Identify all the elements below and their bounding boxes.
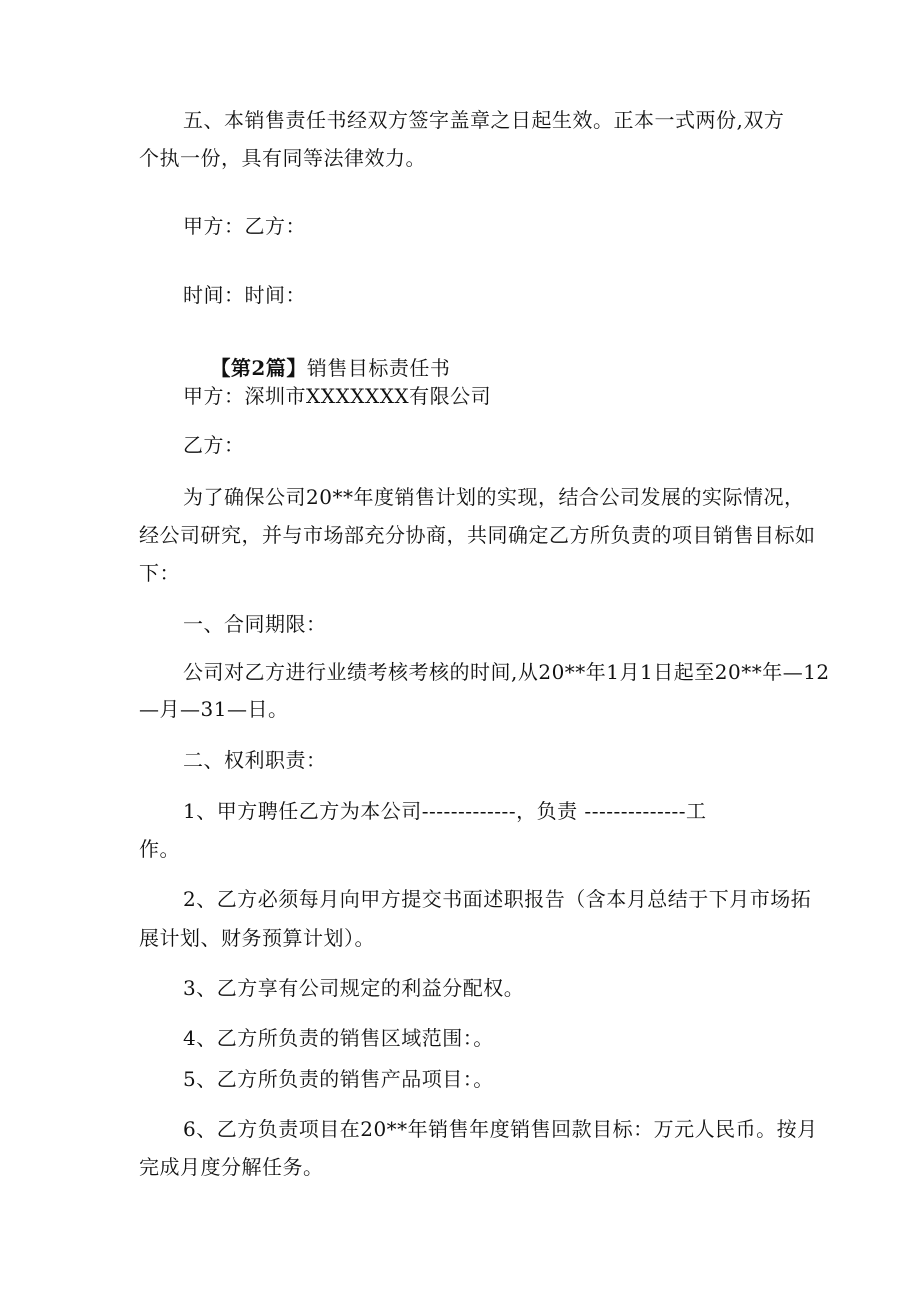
- item5-line: 5、乙方所负责的销售产品项目：。: [183, 1067, 494, 1091]
- sign-parties-line: 甲方：乙方：: [183, 214, 306, 238]
- item6-line2: 完成月度分解任务。: [139, 1155, 324, 1179]
- item2-line1: 2、乙方必须每月向甲方提交书面述职报告（含本月总结于下月市场拓: [183, 887, 812, 911]
- item6-line1: 6、乙方负责项目在20**年销售年度销售回款目标：万元人民币。按月: [183, 1117, 818, 1141]
- term-line1: 公司对乙方进行业绩考核考核的时间,从20**年1月1日起至20**年—12: [183, 660, 830, 684]
- term-line2: —月—31—日。: [139, 697, 289, 721]
- party-b-line: 乙方：: [183, 433, 245, 457]
- intro-line3: 下：: [139, 561, 180, 585]
- item2-line2: 展计划、财务预算计划）。: [139, 926, 375, 950]
- item1-line1: 1、甲方聘任乙方为本公司-------------，负责 --------------工: [183, 799, 707, 823]
- item3-line: 3、乙方享有公司规定的利益分配权。: [183, 976, 525, 1000]
- party-a-line: 甲方：深圳市XXXXXXX有限公司: [183, 384, 492, 408]
- intro-line1: 为了确保公司20**年度销售计划的实现，结合公司发展的实际情况，: [183, 485, 805, 509]
- intro-line2: 经公司研究，并与市场部充分协商，共同确定乙方所负责的项目销售目标如: [139, 523, 816, 547]
- item4-line: 4、乙方所负责的销售区域范围：。: [183, 1026, 494, 1050]
- section5-line1: 五、本销售责任书经双方签字盖章之日起生效。正本一式两份,双方: [183, 108, 785, 132]
- heading-contract-term: 一、合同期限：: [183, 612, 327, 636]
- item1-line2: 作。: [139, 837, 180, 861]
- part2-title: 销售目标责任书: [306, 356, 451, 380]
- heading-rights-duties: 二、权利职责：: [183, 748, 327, 772]
- sign-times-line: 时间：时间：: [183, 283, 306, 307]
- part2-marker: 【第2篇】: [210, 356, 307, 380]
- section5-line2: 个执一份，具有同等法律效力。: [139, 146, 426, 170]
